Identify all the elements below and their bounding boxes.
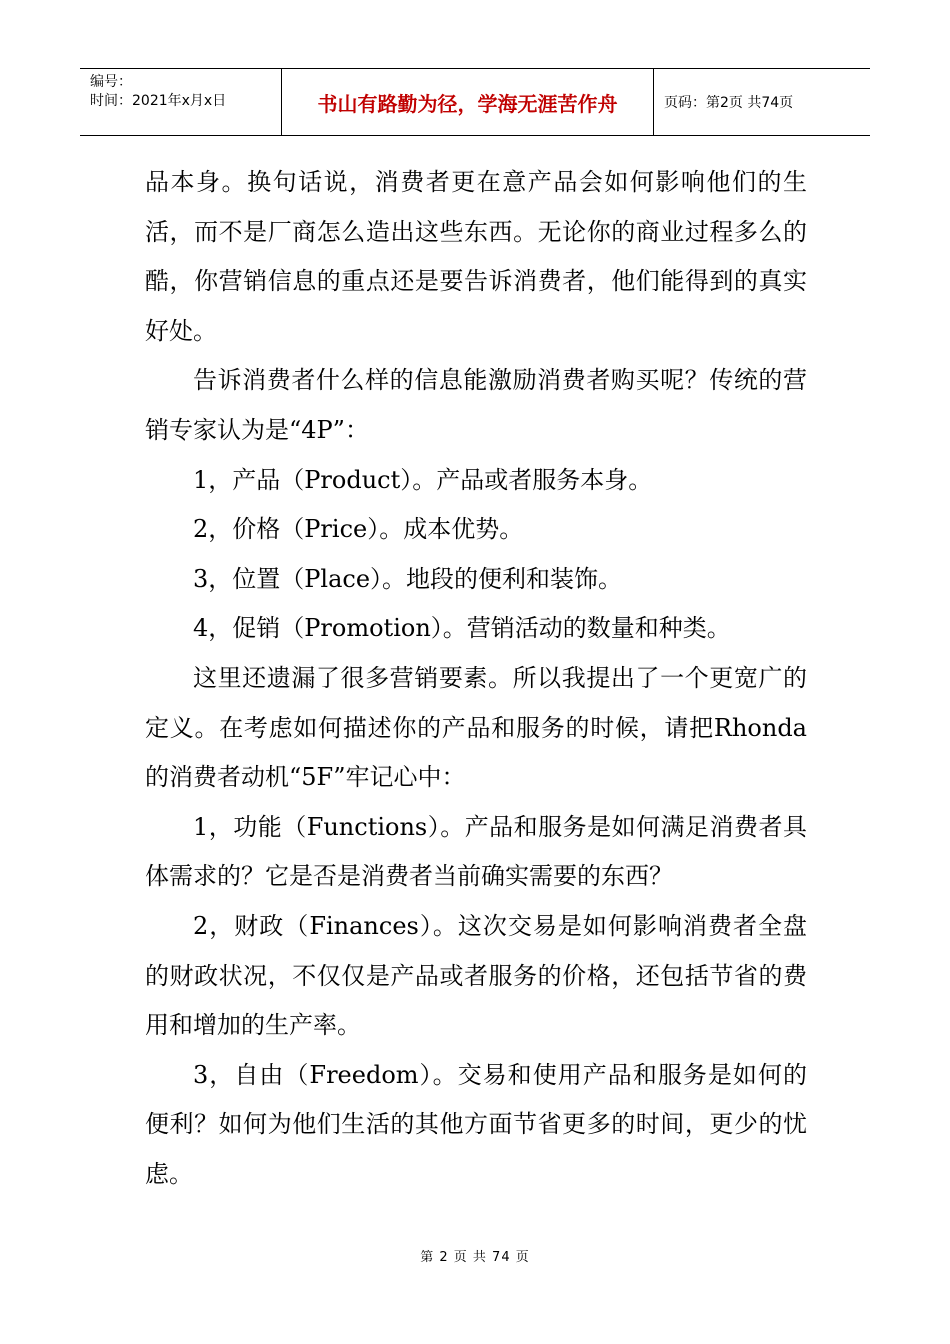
list-item: 2，价格（Price）。成本优势。 — [193, 515, 524, 544]
page-header — [80, 68, 870, 136]
paragraph: 品本身。换句话说，消费者更在意产品会如何影响他们的生活，而不是厂商怎么造出这些东西。无论你的商业过程多么的酷，你营销信息的重点还是要告诉消费者，他们能得到的真实好处。 — [145, 168, 807, 345]
document-body — [145, 158, 807, 1199]
header-page-info: 页码：第2页 共74页 — [664, 95, 794, 111]
list-item: 4，促销（Promotion）。营销活动的数量和种类。 — [193, 614, 731, 643]
number-label: 编号： — [90, 74, 132, 90]
list-item: 3，位置（Place）。地段的便利和装饰。 — [193, 564, 623, 593]
list-item: 3，自由（Freedom）。交易和使用产品和服务是如何的便利？如何为他们生活的其他方面节省更多的时间，更少的忧虑。 — [145, 1060, 807, 1188]
paragraph: 这里还遗漏了很多营销要素。所以我提出了一个更宽广的定义。在考虑如何描述你的产品和服务的时候，请把Rhonda的消费者动机“5F”牢记心中： — [145, 663, 807, 792]
page-footer: 第 2 页 共 74 页 — [420, 1250, 530, 1265]
header-motto: 书山有路勤为径，学海无涯苦作舟 — [282, 69, 654, 135]
list-item: 1，功能（Functions）。产品和服务是如何满足消费者具体需求的？它是否是消费者当前确实需要的东西？ — [145, 812, 807, 891]
header-meta — [80, 69, 282, 135]
list-item: 1，产品（Product）。产品或者服务本身。 — [193, 465, 653, 494]
list-item: 2，财政（Finances）。这次交易是如何影响消费者全盘的财政状况，不仅仅是产品或者服务的价格，还包括节省的费用和增加的生产率。 — [145, 911, 807, 1040]
time-label: 时间：2021年x月x日 — [90, 93, 227, 109]
paragraph: 告诉消费者什么样的信息能激励消费者购买呢？传统的营销专家认为是“4P”： — [145, 366, 807, 444]
